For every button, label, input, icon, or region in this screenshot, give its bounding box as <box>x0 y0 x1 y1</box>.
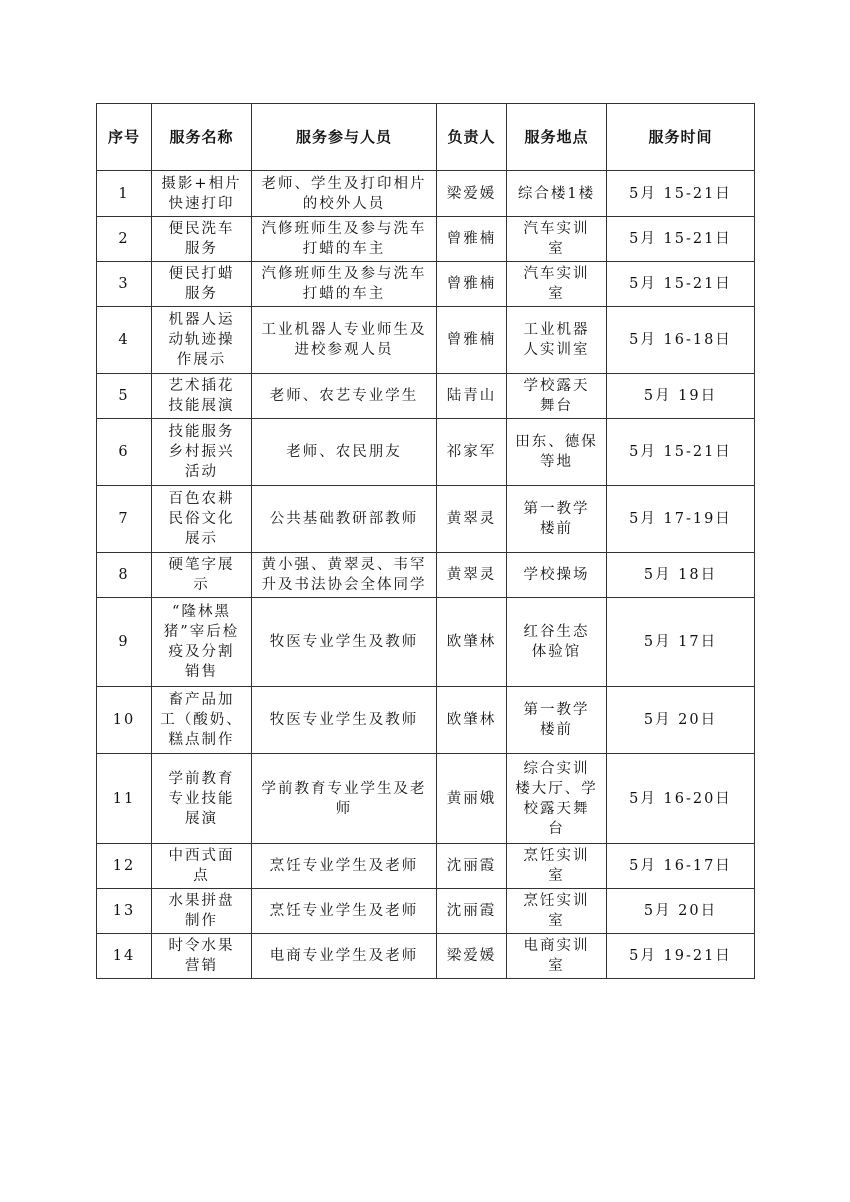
header-seq: 序号 <box>97 104 152 171</box>
cell-participants <box>252 262 437 307</box>
cell-service-name <box>152 217 252 262</box>
cell-service-name-text: 中西式面 点 <box>168 848 235 884</box>
cell-leader <box>437 419 507 486</box>
cell-location-text: 综合楼1楼 <box>517 185 596 202</box>
cell-leader <box>437 486 507 553</box>
table-row <box>97 844 755 889</box>
table-row <box>97 598 755 687</box>
cell-location-text: 学校操场 <box>523 567 590 583</box>
cell-time <box>607 419 755 486</box>
cell-leader-text: 沈丽霞 <box>446 903 497 919</box>
cell-service-name <box>152 844 252 889</box>
cell-participants <box>252 171 437 217</box>
cell-time <box>607 374 755 419</box>
cell-service-name-text: “隆林黑 猪”宰后检 疫及分割 销售 <box>163 604 240 680</box>
cell-service-name-text: 畜产品加 工（酸奶、 糕点制作 <box>160 692 243 748</box>
cell-participants-text: 牧医专业学生及教师 <box>269 712 419 728</box>
cell-leader <box>437 374 507 419</box>
cell-location <box>507 486 607 553</box>
cell-leader-text: 祁家军 <box>446 444 497 460</box>
cell-location-text: 烹饪实训 室 <box>523 893 590 929</box>
cell-leader-text: 黄丽娥 <box>446 790 497 807</box>
cell-location-text: 学校露天 舞台 <box>523 378 590 414</box>
cell-location <box>507 754 607 844</box>
cell-leader <box>437 598 507 687</box>
cell-location-text: 烹饪实训 室 <box>523 848 590 884</box>
cell-service-name <box>152 486 252 553</box>
cell-service-name <box>152 553 252 598</box>
cell-location-text: 综合实训 楼大厅、学 校露天舞 台 <box>515 760 598 837</box>
cell-participants <box>252 374 437 419</box>
cell-time-text: 5月 18日 <box>643 567 718 583</box>
cell-participants-text: 汽修班师生及参与洗车 打蜡的车主 <box>261 266 427 302</box>
cell-time-text: 5月 16-18日 <box>629 332 732 348</box>
cell-leader-text: 欧肇林 <box>446 634 497 650</box>
cell-seq <box>97 419 152 486</box>
table-header <box>97 104 755 171</box>
cell-leader <box>437 171 507 217</box>
cell-participants-text: 工业机器人专业师生及 进校参观人员 <box>261 322 427 358</box>
cell-service-name <box>152 374 252 419</box>
cell-time <box>607 171 755 217</box>
cell-service-name-text: 便民洗车 服务 <box>168 221 235 257</box>
cell-leader <box>437 217 507 262</box>
cell-time-text: 5月 20日 <box>643 712 718 728</box>
cell-leader <box>437 553 507 598</box>
cell-seq-text: 4 <box>118 332 130 348</box>
cell-service-name <box>152 419 252 486</box>
cell-service-name-text: 硬笔字展 示 <box>168 557 235 593</box>
cell-time <box>607 553 755 598</box>
cell-leader <box>437 889 507 934</box>
cell-service-name-text: 水果拼盘 制作 <box>168 893 235 929</box>
cell-location <box>507 889 607 934</box>
cell-time <box>607 262 755 307</box>
table-row <box>97 934 755 979</box>
cell-seq <box>97 486 152 553</box>
cell-seq <box>97 171 152 217</box>
cell-seq-text: 11 <box>112 790 136 807</box>
cell-participants <box>252 598 437 687</box>
cell-location <box>507 553 607 598</box>
header-row <box>97 104 755 171</box>
cell-service-name <box>152 307 252 374</box>
cell-location <box>507 419 607 486</box>
cell-location <box>507 217 607 262</box>
cell-seq-text: 12 <box>112 858 136 874</box>
cell-time <box>607 307 755 374</box>
cell-participants <box>252 754 437 844</box>
cell-seq <box>97 553 152 598</box>
cell-seq <box>97 889 152 934</box>
cell-seq-text: 5 <box>118 388 130 404</box>
cell-leader <box>437 844 507 889</box>
cell-participants-text: 烹饪专业学生及老师 <box>269 903 419 919</box>
cell-time-text: 5月 19-21日 <box>629 948 732 964</box>
cell-seq <box>97 754 152 844</box>
cell-participants <box>252 687 437 754</box>
table-row <box>97 419 755 486</box>
table-row <box>97 374 755 419</box>
cell-leader-text: 欧肇林 <box>446 712 497 728</box>
cell-location-text: 电商实训 室 <box>523 938 590 974</box>
header-participants: 服务参与人员 <box>252 104 437 171</box>
cell-location <box>507 374 607 419</box>
cell-time-text: 5月 17-19日 <box>629 511 732 527</box>
cell-location <box>507 844 607 889</box>
cell-seq <box>97 307 152 374</box>
cell-seq-text: 7 <box>118 511 130 527</box>
service-schedule-table <box>96 103 755 979</box>
cell-service-name-text: 机器人运 动轨迹操 作展示 <box>168 312 235 368</box>
cell-service-name <box>152 598 252 687</box>
cell-seq <box>97 934 152 979</box>
cell-leader-text: 沈丽霞 <box>446 858 497 874</box>
cell-time <box>607 598 755 687</box>
cell-seq <box>97 844 152 889</box>
header-service-name: 服务名称 <box>152 104 252 171</box>
cell-seq-text: 6 <box>118 444 130 460</box>
table-row <box>97 687 755 754</box>
cell-seq-text: 13 <box>112 903 136 919</box>
cell-leader-text: 曾雅楠 <box>446 231 497 247</box>
cell-location <box>507 687 607 754</box>
cell-seq <box>97 374 152 419</box>
cell-time-text: 5月 15-21日 <box>629 276 732 292</box>
cell-participants-text: 老师、农艺专业学生 <box>269 388 419 404</box>
cell-leader <box>437 687 507 754</box>
cell-seq <box>97 687 152 754</box>
cell-location-text: 第一教学 楼前 <box>523 501 590 537</box>
cell-participants <box>252 934 437 979</box>
table-row <box>97 486 755 553</box>
cell-participants-text: 公共基础教研部教师 <box>269 511 419 527</box>
cell-location <box>507 598 607 687</box>
cell-location <box>507 262 607 307</box>
cell-participants-text: 老师、农民朋友 <box>286 444 402 460</box>
cell-location-text: 汽车实训 室 <box>523 221 590 257</box>
cell-location <box>507 934 607 979</box>
cell-participants-text: 学前教育专业学生及老 师 <box>261 780 427 817</box>
cell-participants <box>252 889 437 934</box>
cell-location <box>507 171 607 217</box>
cell-location-text: 田东、德保 等地 <box>515 434 598 470</box>
cell-time-text: 5月 15-21日 <box>629 231 732 247</box>
table-body <box>97 171 755 979</box>
cell-seq <box>97 217 152 262</box>
cell-leader-text: 曾雅楠 <box>446 332 497 348</box>
cell-leader <box>437 934 507 979</box>
cell-participants <box>252 844 437 889</box>
cell-location <box>507 307 607 374</box>
cell-leader-text: 梁爱媛 <box>446 185 497 202</box>
cell-participants-text: 老师、学生及打印相片 的校外人员 <box>261 175 427 212</box>
cell-leader <box>437 754 507 844</box>
table-row <box>97 889 755 934</box>
cell-participants-text: 汽修班师生及参与洗车 打蜡的车主 <box>261 221 427 257</box>
cell-leader-text: 黄翠灵 <box>446 511 497 527</box>
cell-time-text: 5月 20日 <box>643 903 718 919</box>
cell-service-name <box>152 171 252 217</box>
cell-service-name-text: 摄影+相片 快速打印 <box>161 175 242 212</box>
cell-time <box>607 934 755 979</box>
table-row <box>97 217 755 262</box>
cell-seq-text: 9 <box>118 634 130 650</box>
cell-seq-text: 2 <box>118 231 130 247</box>
cell-service-name-text: 艺术插花 技能展演 <box>168 378 235 414</box>
cell-leader-text: 曾雅楠 <box>446 276 497 292</box>
cell-seq-text: 8 <box>118 567 130 583</box>
cell-participants <box>252 307 437 374</box>
header-leader: 负责人 <box>437 104 507 171</box>
cell-time <box>607 217 755 262</box>
table-row <box>97 262 755 307</box>
cell-service-name-text: 学前教育 专业技能 展演 <box>168 770 235 827</box>
cell-time <box>607 844 755 889</box>
cell-participants <box>252 553 437 598</box>
cell-service-name <box>152 889 252 934</box>
cell-time-text: 5月 16-17日 <box>629 858 732 874</box>
cell-service-name-text: 百色农耕 民俗文化 展示 <box>168 491 235 547</box>
cell-location-text: 第一教学 楼前 <box>523 702 590 738</box>
cell-seq <box>97 262 152 307</box>
cell-seq-text: 3 <box>118 276 130 292</box>
cell-time-text: 5月 17日 <box>643 634 718 650</box>
cell-time <box>607 754 755 844</box>
cell-service-name <box>152 754 252 844</box>
cell-participants <box>252 217 437 262</box>
cell-time <box>607 687 755 754</box>
cell-service-name-text: 技能服务 乡村振兴 活动 <box>168 424 235 480</box>
cell-leader <box>437 262 507 307</box>
table-row <box>97 553 755 598</box>
header-time: 服务时间 <box>607 104 755 171</box>
cell-location-text: 红谷生态 体验馆 <box>523 624 590 660</box>
table-row <box>97 754 755 844</box>
header-location: 服务地点 <box>507 104 607 171</box>
cell-time <box>607 486 755 553</box>
cell-time-text: 5月 15-21日 <box>629 444 732 460</box>
cell-seq <box>97 598 152 687</box>
cell-participants-text: 牧医专业学生及教师 <box>269 634 419 650</box>
cell-leader <box>437 307 507 374</box>
cell-time-text: 5月 15-21日 <box>629 185 732 202</box>
table-row <box>97 171 755 217</box>
cell-service-name-text: 时令水果 营销 <box>168 938 235 974</box>
cell-location-text: 工业机器 人实训室 <box>523 322 590 358</box>
cell-service-name <box>152 687 252 754</box>
cell-participants-text: 电商专业学生及老师 <box>269 948 419 964</box>
table-row <box>97 307 755 374</box>
cell-service-name <box>152 934 252 979</box>
cell-leader-text: 黄翠灵 <box>446 567 497 583</box>
cell-participants <box>252 486 437 553</box>
cell-time-text: 5月 16-20日 <box>629 790 732 807</box>
cell-time <box>607 889 755 934</box>
cell-seq-text: 10 <box>112 712 136 728</box>
cell-participants-text: 烹饪专业学生及老师 <box>269 858 419 874</box>
cell-service-name-text: 便民打蜡 服务 <box>168 266 235 302</box>
cell-participants <box>252 419 437 486</box>
cell-service-name <box>152 262 252 307</box>
cell-participants-text: 黄小强、黄翠灵、韦罕 升及书法协会全体同学 <box>261 557 427 593</box>
cell-time-text: 5月 19日 <box>643 388 718 404</box>
cell-leader-text: 梁爱媛 <box>446 948 497 964</box>
cell-leader-text: 陆青山 <box>446 388 497 404</box>
cell-location-text: 汽车实训 室 <box>523 266 590 302</box>
cell-seq-text: 14 <box>112 948 136 964</box>
cell-seq-text: 1 <box>118 185 130 202</box>
